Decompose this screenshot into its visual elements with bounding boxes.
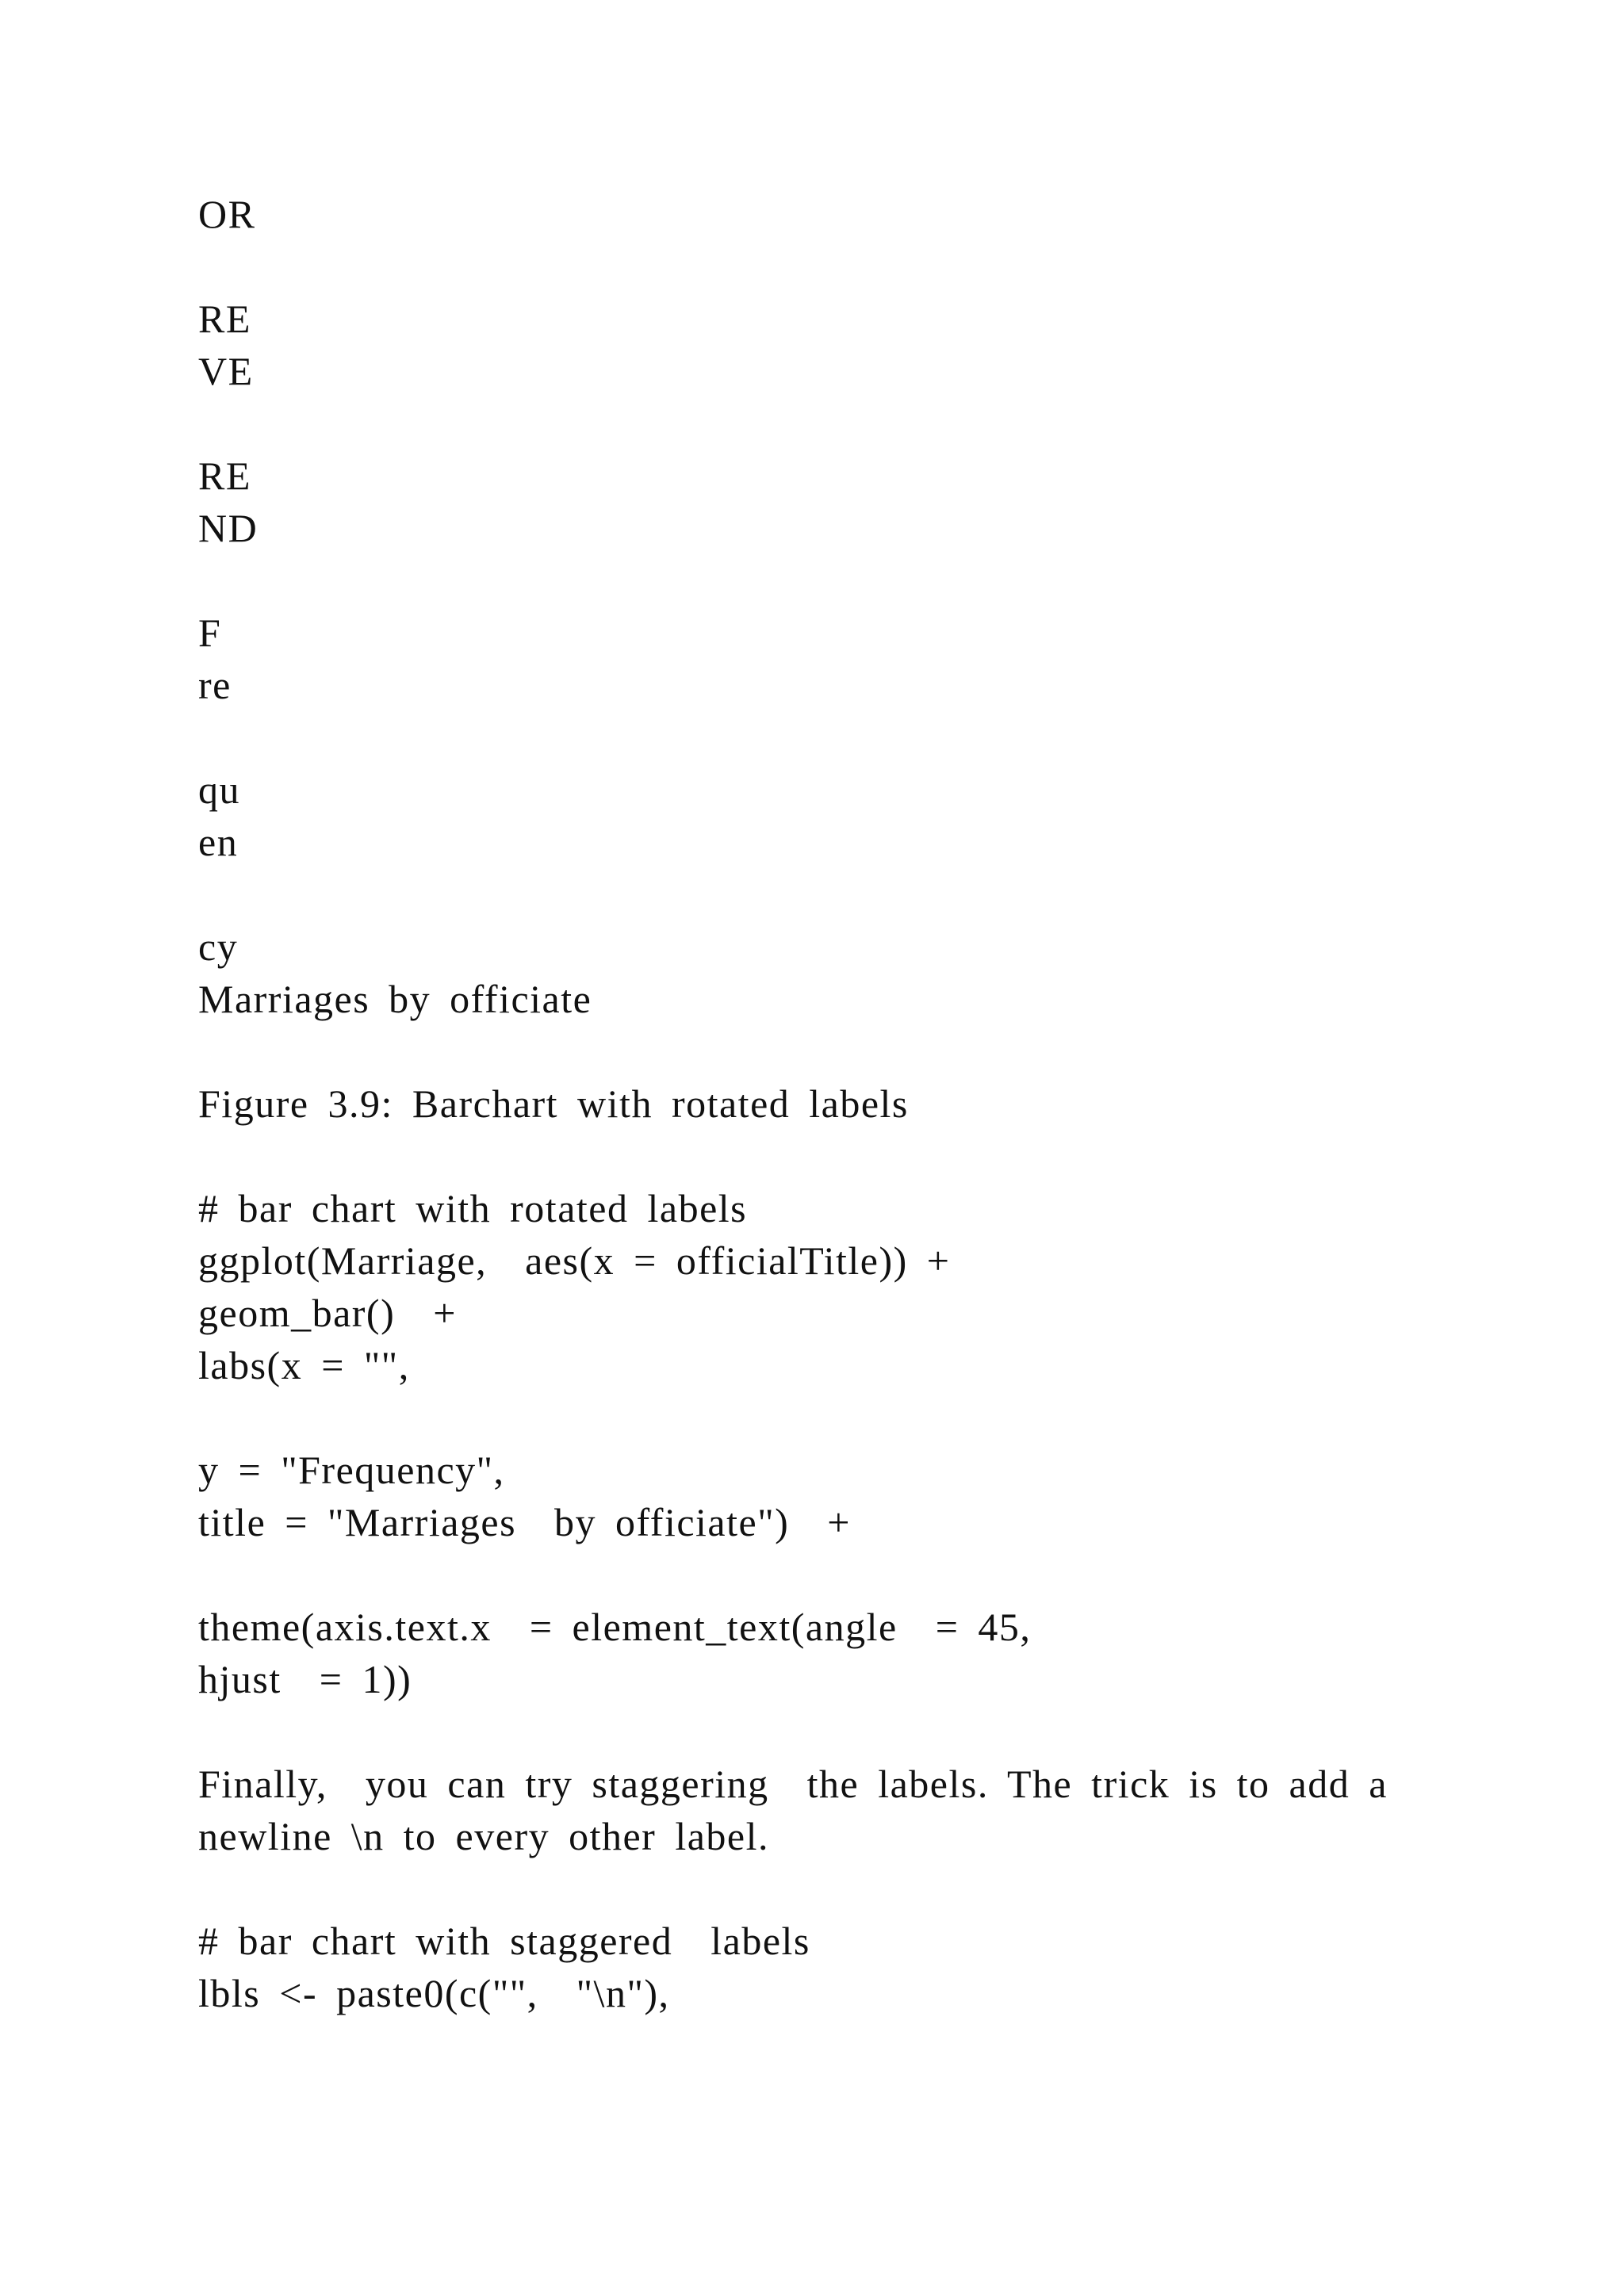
code-line: hjust = 1)) — [198, 1657, 412, 1701]
blank-line — [198, 1862, 1546, 1915]
blank-line — [198, 1705, 1546, 1758]
code-comment: # bar chart with rotated labels — [198, 1186, 748, 1230]
axis-label-fragment: cy — [198, 924, 239, 969]
axis-label-fragment: VE — [198, 349, 254, 393]
code-line: lbls <- paste0(c("", "\n"), — [198, 1971, 670, 2015]
axis-label-fragment: RE — [198, 297, 251, 341]
blank-line — [198, 1130, 1546, 1182]
blank-line — [198, 711, 1546, 763]
axis-label-fragment: re — [198, 663, 232, 707]
axis-label-fragment: F — [198, 610, 222, 655]
code-line: labs(x = "", — [198, 1343, 410, 1387]
blank-line — [198, 554, 1546, 607]
code-line: geom_bar() + — [198, 1291, 457, 1335]
blank-line — [198, 397, 1546, 450]
document-page — [198, 188, 1546, 2019]
code-line: y = "Frequency", — [198, 1448, 505, 1492]
axis-label-fragment: OR — [198, 192, 256, 236]
code-line: ggplot(Marriage, aes(x = officialTitle)) + — [198, 1238, 951, 1283]
axis-label-fragment: RE — [198, 453, 251, 498]
paragraph-line: newline \n to every other label. — [198, 1814, 769, 1858]
paragraph-line: Finally, you can try staggering the labels. The trick is to add a — [198, 1762, 1388, 1806]
code-comment: # bar chart with staggered labels — [198, 1919, 810, 1963]
code-line: title = "Marriages by officiate") + — [198, 1500, 851, 1544]
blank-line — [198, 1025, 1546, 1077]
blank-line — [198, 240, 1546, 293]
code-line: theme(axis.text.x = element_text(angle = 45, — [198, 1605, 1032, 1649]
blank-line — [198, 1391, 1546, 1444]
axis-label-fragment: qu — [198, 767, 240, 812]
blank-line — [198, 1548, 1546, 1601]
axis-label-fragment: ND — [198, 506, 259, 550]
chart-title: Marriages by officiate — [198, 977, 592, 1021]
blank-line — [198, 868, 1546, 920]
axis-label-fragment: en — [198, 820, 239, 864]
figure-caption: Figure 3.9: Barchart with rotated labels — [198, 1081, 909, 1126]
